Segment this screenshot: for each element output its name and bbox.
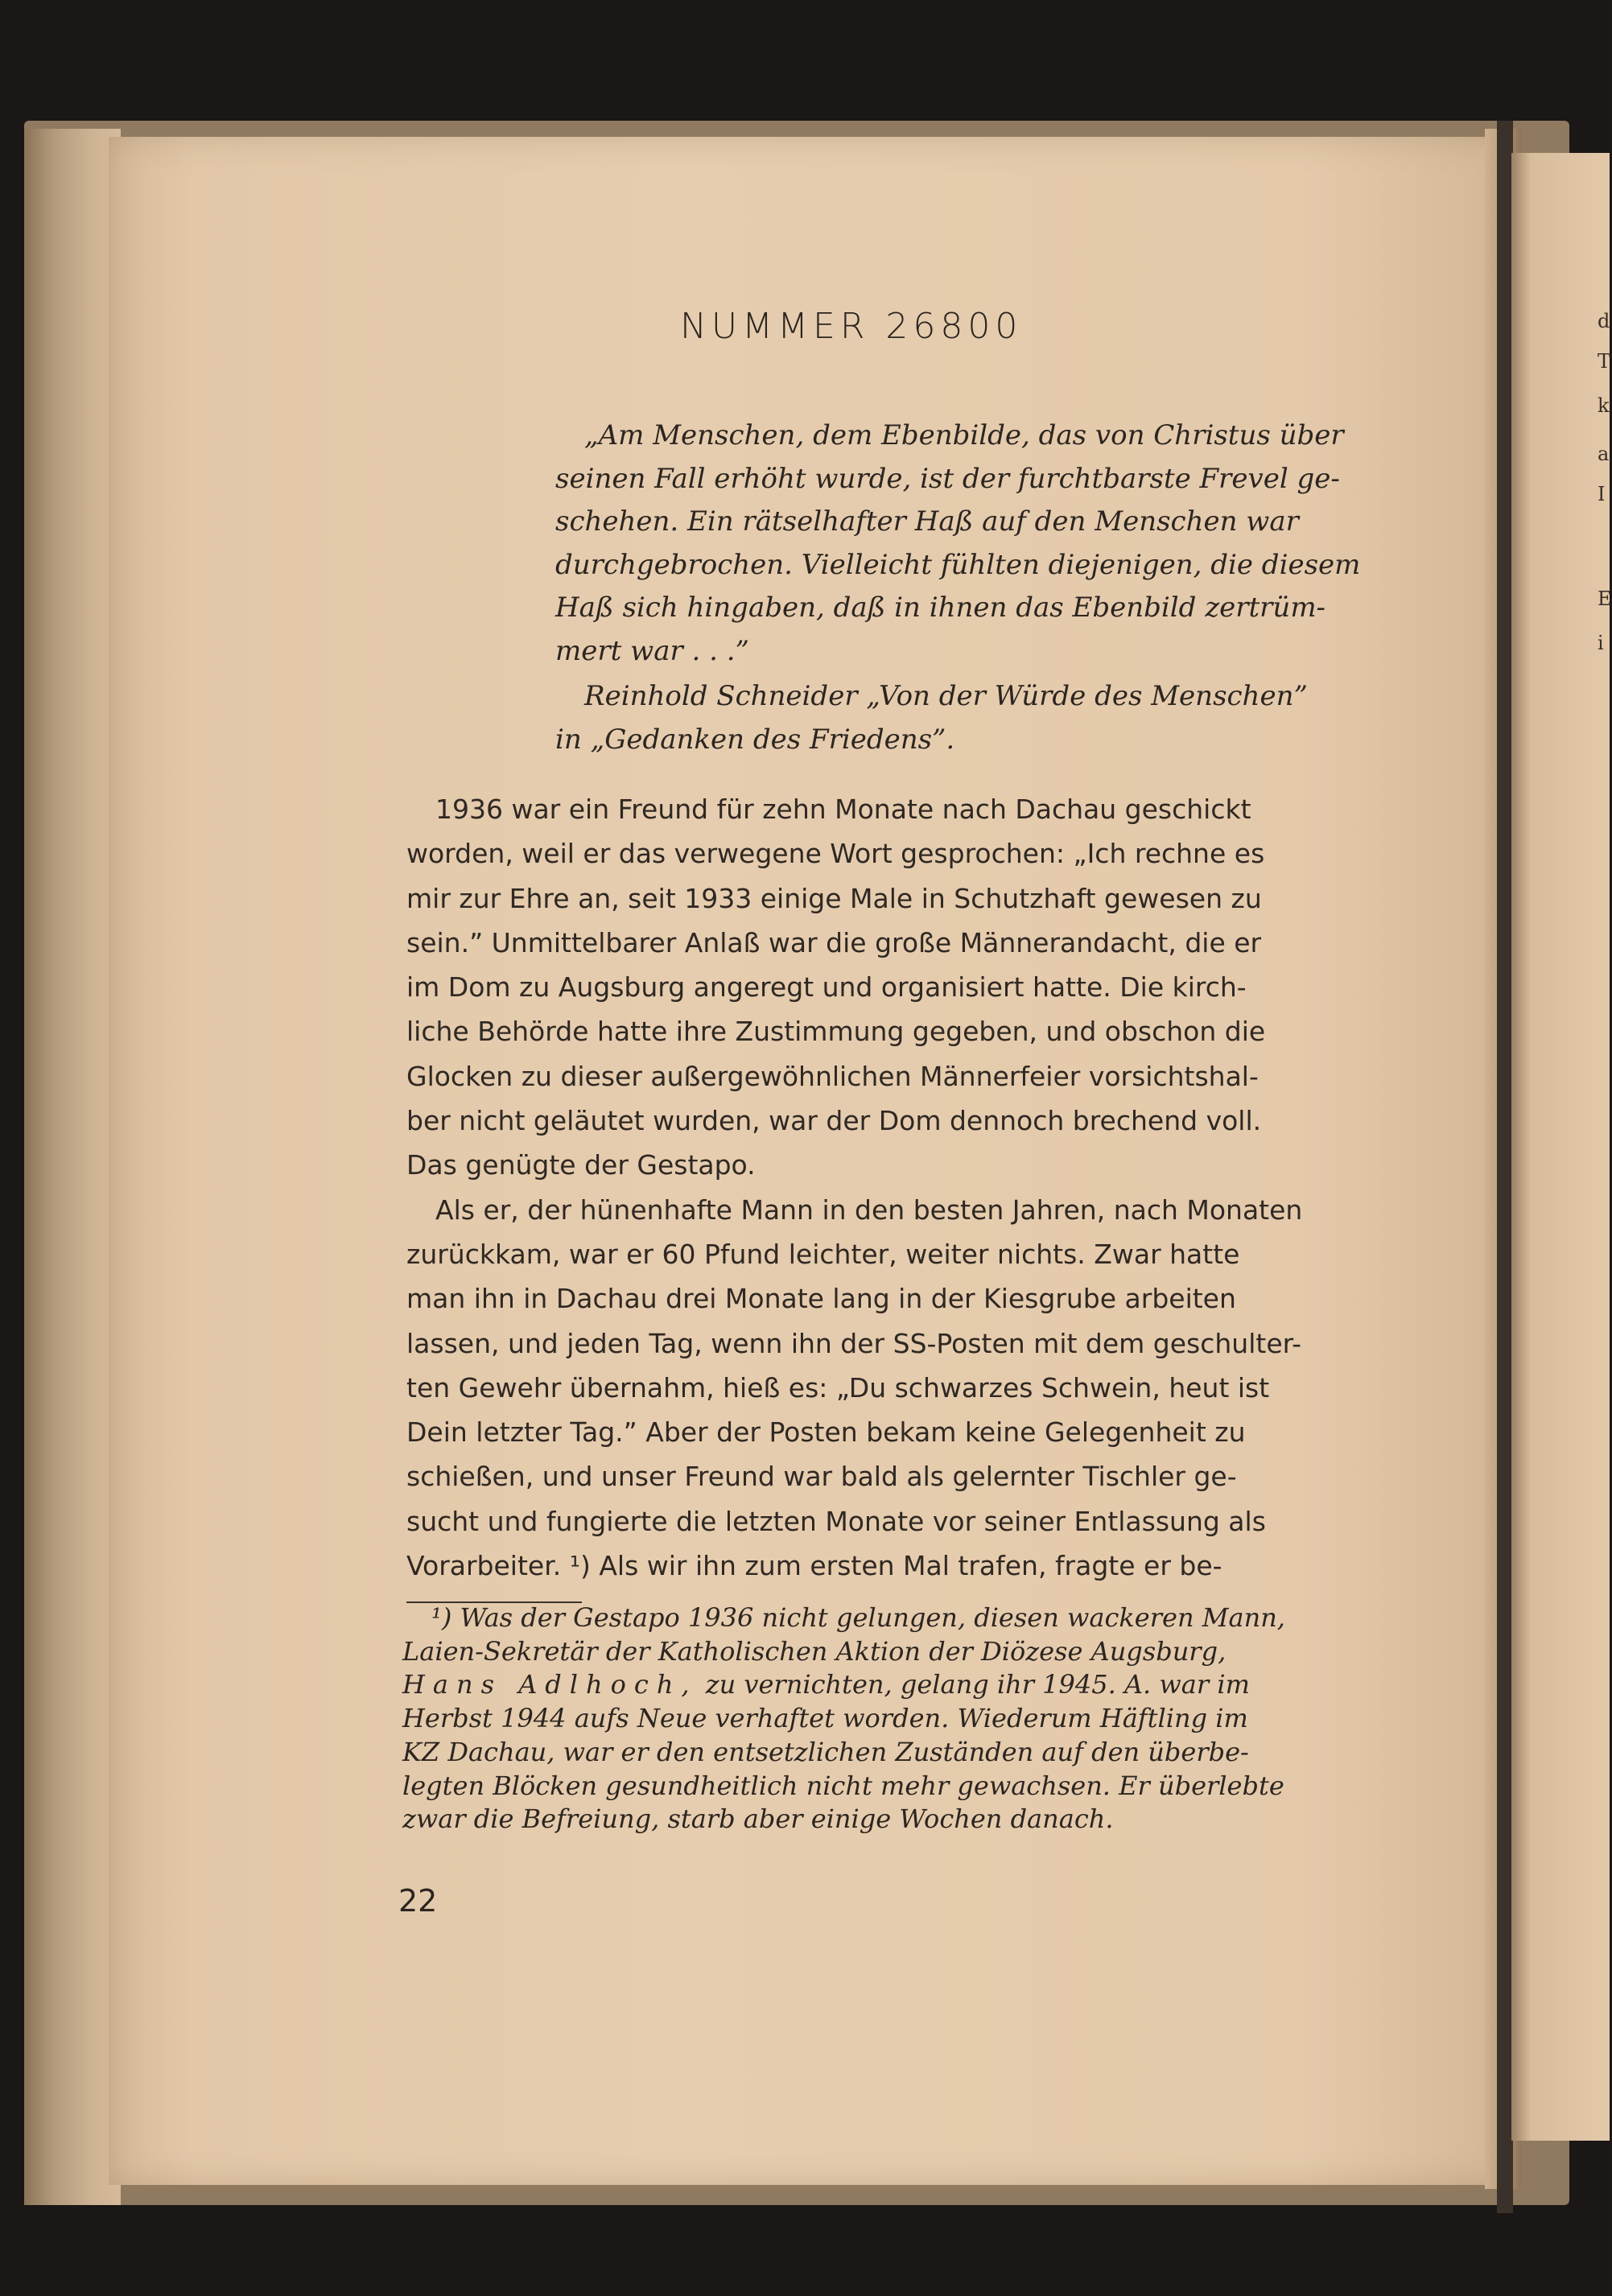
footnote-line xyxy=(402,1668,1392,1702)
facing-page-fragment: T xyxy=(1598,350,1611,373)
footnote-line-text: zu vernichten, gelang ihr 1945. A. war im xyxy=(697,1669,1250,1700)
epigraph-line: schehen. Ein rätselhafter Haß auf den Menschen war xyxy=(555,505,1299,538)
footnote-line: ¹) Was der Gestapo 1936 nicht gelungen, diesen wackeren Mann, xyxy=(431,1602,1285,1633)
facing-page-fragment: k xyxy=(1598,394,1610,417)
paragraph-1-line: sein.” Unmittelbarer Anlaß war die große Männerandacht, die er xyxy=(406,926,1262,958)
footnote-line: KZ Dachau, war er den entsetzlichen Zuständen auf den überbe- xyxy=(402,1736,1249,1767)
paragraph-1-line: worden, weil er das verwegene Wort gesprochen: „Ich rechne es xyxy=(406,838,1265,870)
epigraph-quote xyxy=(555,414,1392,761)
paragraph-2-line: Dein letzter Tag.” Aber der Posten bekam keine Gelegenheit zu xyxy=(406,1416,1246,1449)
paragraph-1-line: 1936 war ein Freund für zehn Monate nach Dachau geschickt xyxy=(435,794,1251,825)
footnote-line: Laien-Sekretär der Katholischen Aktion der Diözese Augsburg, xyxy=(402,1635,1227,1667)
epigraph-line: mert war . . .” xyxy=(555,634,749,667)
paragraph-2-line: ten Gewehr übernahm, hieß es: „Du schwarzes Schwein, heut ist xyxy=(406,1371,1270,1404)
paragraph-1-line: liche Behörde hatte ihre Zustimmung gegeben, und obschon die xyxy=(406,1016,1266,1048)
facing-page-fragment: I xyxy=(1598,483,1606,505)
paragraph-1-line: Das genügte der Gestapo. xyxy=(406,1149,756,1181)
epigraph-source: Reinhold Schneider „Von der Würde des Menschen” xyxy=(584,680,1308,712)
footnote-person-name: Hans Adlhoch, xyxy=(402,1669,698,1700)
footnote-line: zwar die Befreiung, starb aber einige Wochen danach. xyxy=(402,1803,1114,1835)
facing-page-fragment: a xyxy=(1598,443,1610,465)
epigraph-source: in „Gedanken des Friedens”. xyxy=(555,723,955,756)
paragraph-2-line: schießen, und unser Freund war bald als gelernter Tischler ge- xyxy=(406,1461,1237,1493)
epigraph-line: seinen Fall erhöht wurde, ist der furchtbarste Frevel ge- xyxy=(555,462,1340,495)
epigraph-line: Haß sich hingaben, daß in ihnen das Ebenbild zertrüm- xyxy=(555,592,1326,624)
page-number: 22 xyxy=(398,1883,438,1919)
footnote-line: Herbst 1944 aufs Neue verhaftet worden. Wiederum Häftling im xyxy=(402,1703,1248,1734)
epigraph-line: durchgebrochen. Vielleicht fühlten diejenigen, die diesem xyxy=(555,548,1361,581)
paragraph-2-line: Als er, der hünenhafte Mann in den besten Jahren, nach Monaten xyxy=(435,1193,1303,1226)
body-text xyxy=(406,787,1392,1588)
chapter-title: NUMMER 26800 xyxy=(680,306,1023,347)
paragraph-1-line: im Dom zu Augsburg angeregt und organisiert hatte. Die kirch- xyxy=(406,971,1247,1004)
paragraph-1-line: mir zur Ehre an, seit 1933 einige Male in Schutzhaft gewesen zu xyxy=(406,882,1262,914)
paragraph-2-line: lassen, und jeden Tag, wenn ihn der SS-Posten mit dem geschulter- xyxy=(406,1327,1301,1359)
facing-page-fragment: i xyxy=(1598,632,1604,654)
paragraph-1-line: Glocken zu dieser außergewöhnlichen Männerfeier vorsichtshal- xyxy=(406,1060,1259,1092)
paragraph-2-line: sucht und fungierte die letzten Monate vor seiner Entlassung als xyxy=(406,1505,1266,1537)
footnote-line: legten Blöcken gesundheitlich nicht mehr gewachsen. Er überlebte xyxy=(402,1770,1284,1801)
epigraph-line: „Am Menschen, dem Ebenbilde, das von Christus über xyxy=(584,419,1344,451)
paragraph-2-line: zurückkam, war er 60 Pfund leichter, weiter nichts. Zwar hatte xyxy=(406,1238,1240,1270)
facing-page-fragment: d xyxy=(1598,310,1610,332)
paragraph-2-line: man ihn in Dachau drei Monate lang in der Kiesgrube arbeiten xyxy=(406,1283,1236,1315)
paragraph-1-line: ber nicht geläutet wurden, war der Dom dennoch brechend voll. xyxy=(406,1105,1262,1137)
facing-page-fragment: E xyxy=(1598,587,1612,610)
paragraph-2-line: Vorarbeiter. ¹) Als wir ihn zum ersten Mal trafen, fragte er be- xyxy=(406,1550,1222,1582)
footnote xyxy=(402,1601,1392,1836)
